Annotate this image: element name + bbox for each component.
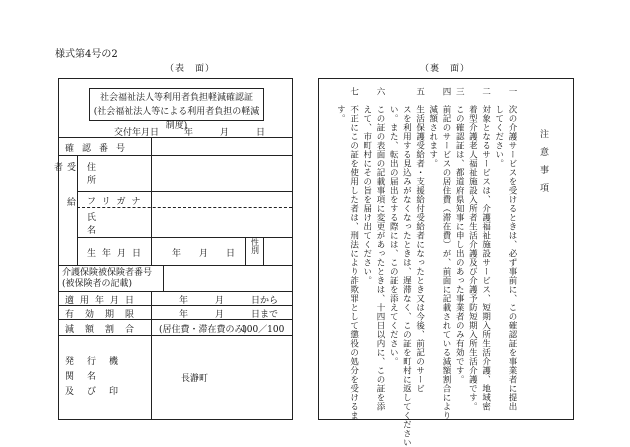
caution-line: してください。 [493, 87, 504, 168]
issue-date-label: 交付年月日 [114, 127, 160, 138]
caution-line: い。また、転出の届出をする際には、この証を添えてください。 [388, 87, 399, 366]
furigana-label: フリガナ [87, 196, 147, 207]
reduction-label: 減額割合 [65, 324, 146, 335]
address-label: 住所 [87, 163, 119, 186]
form-number: 様式第4号の2 [55, 49, 118, 60]
issuer-row [59, 335, 292, 419]
card-subtitle: (社会福祉法人等による利用者負担の軽減制度) [93, 107, 260, 131]
expiry-label: 有効期限 [65, 309, 146, 320]
back-label: （裏 面） [420, 64, 471, 74]
reduction-value: 100／100 [241, 324, 285, 335]
caution-line: スを利用する見込みがなくなったときは、遅滞なく、この証を町村に返してください [401, 87, 412, 447]
caution-line: 六 この証の表面の記載事項に変更があったときは、十四日以内に、この証を添 [375, 87, 385, 411]
front-label: （表 面） [165, 64, 216, 74]
recipient-label: 受給者 [52, 162, 75, 232]
caution-line: 二 対象となるサービスは、介護福祉施設サービス、短期入所生活介護、地域密 [480, 87, 491, 411]
caution-line: えて、市町村にその旨を届け出てください。 [361, 87, 372, 285]
caution-line: 減額されます。 [427, 87, 438, 168]
start-value: 年 月 日から [179, 295, 279, 306]
caution-line: 七 不正にこの証を使用した者は、刑法により詐欺罪として懲役の処分を受けるま [348, 87, 359, 420]
front-card [52, 78, 293, 420]
insured-no-note: (被保険者の記載) [62, 279, 133, 289]
caution-line: 五 生活保護受給者・支援給付受給者になったとき又は今後、前記のサービ [414, 87, 425, 393]
sex-label: 性別 [250, 238, 260, 254]
insured-no-label: 介護保険被保険者番号 [62, 268, 153, 278]
dob-value: 年 月 日 [172, 248, 236, 259]
issuer-label: 発行機関名 [65, 357, 132, 382]
caution-line: す。 [335, 87, 346, 123]
reduction-row [59, 319, 292, 336]
dob-row [77, 237, 292, 266]
dob-label: 生年月日 [87, 248, 148, 259]
furigana-row [77, 191, 292, 208]
issue-date-value: 年 月 日 [184, 127, 266, 138]
name-row [77, 207, 292, 238]
start-row [59, 291, 292, 306]
caution-line: 着型介護老人福祉施設入所者生活介護及び介護予防短期入所生活介護です。 [467, 87, 478, 411]
back-card [318, 78, 574, 447]
reduction-note: (居住費・滞在費のみ) [159, 324, 248, 335]
expiry-row [59, 305, 292, 320]
name-label: 氏名 [87, 213, 131, 236]
caution-line: 四 前記のサービスの居住費（滞在費）が、前面に記載されている減額割合により [441, 87, 451, 420]
confirm-no-label: 確認番号 [65, 143, 134, 154]
start-label: 適用年月日 [65, 295, 141, 306]
card-title: 社会福祉法人等利用者負担軽減確認証 [99, 93, 253, 103]
card-title-box [89, 88, 264, 131]
expiry-value: 年 月 日まで [179, 309, 279, 320]
caution-title: 注意事項 [538, 129, 548, 201]
issuer-label-2: 及び印 [65, 387, 132, 397]
confirm-no-row [59, 137, 292, 156]
address-row [77, 155, 292, 191]
caution-line: 一 次の介護サービスを受けるときは、必ず事前に、この確認証を事業者に提出 [507, 87, 517, 411]
insured-no-row [59, 265, 292, 292]
issuer-value: 長瀞町 [181, 374, 209, 384]
caution-line: 三 この確認証は、都道府県知事に申し出のあった事業者のみ有効です。 [454, 87, 465, 384]
